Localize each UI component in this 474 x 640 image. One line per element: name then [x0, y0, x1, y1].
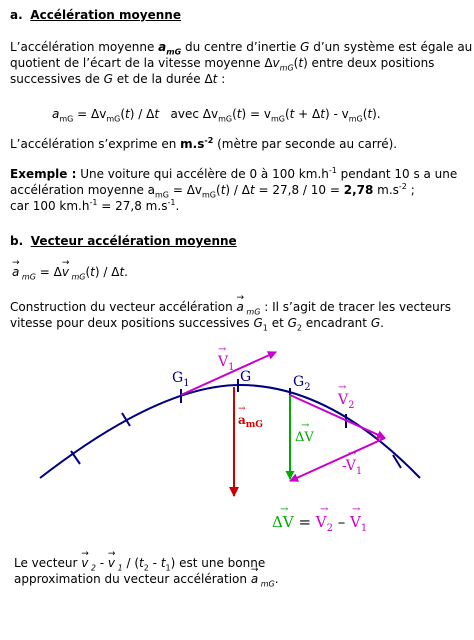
section-b-marker: b. — [10, 234, 24, 248]
section-b-heading — [10, 234, 237, 249]
svg-text:→: → — [280, 504, 289, 515]
construction-line-2: vitesse pour deux positions successives $G_1$ et $G_2$ encadrant G. — [10, 316, 384, 333]
example-line-1: Exemple : Une voiture qui accélère de 0 à 100 $km.h^{-1}$ pendant 10 s a une — [10, 166, 458, 181]
svg-text:→: → — [301, 420, 310, 431]
label-v1: $V_1$ — [218, 354, 235, 373]
label-a-mg: $a_{mG}$ — [238, 413, 263, 430]
formula-average-acceleration: $a_{mG} = \Delta v_{mG}(t) / \Delta t$ avec $\Delta v_{mG}(t) = v_{mG}(t + \Delta t) - v_{mG}(t)$. — [52, 107, 381, 124]
label-g: G — [240, 369, 252, 385]
vector-v1 — [181, 352, 276, 395]
svg-text:→: → — [320, 504, 329, 515]
vector-formula: → a $_{mG}$ = Δ→ v $_{mG}$(t) / Δt. — [12, 265, 128, 280]
example-line-3: car 100 $km.h^{-1} = 27,8$ $m.s^{-1}$. — [10, 198, 180, 213]
example-line-2: accélération moyenne $a_{mG} = \Delta v_{mG}(t) / \Delta t = 27,8 / 10 = 2,78$ $m.s^{-2}$ ; — [10, 182, 415, 200]
paragraph-definition-line-1: L’accélération moyenne $a_{mG}$ du centre d’inertie G d’un système est égale au — [10, 40, 473, 57]
section-b-title: Vecteur accélération moyenne — [30, 234, 237, 248]
unit-sentence: L’accélération s’exprime en $m.s^{-2}$ (mètre par seconde au carré). — [10, 136, 398, 151]
trajectory-curve — [40, 385, 420, 478]
paragraph-definition-line-2: quotient de l’écart de la vitesse moyenne $\Delta v_{mG}(t)$ entre deux positions — [10, 56, 435, 73]
svg-text:→: → — [218, 344, 227, 355]
section-a-marker: a. — [10, 8, 23, 22]
section-a-heading — [10, 8, 181, 23]
svg-text:→: → — [352, 504, 361, 515]
paragraph-definition-line-3: successives de G et de la durée Δt : — [10, 72, 226, 86]
label-delta-v: ΔV — [295, 430, 314, 445]
label-g1: $G_1$ — [172, 370, 190, 389]
label-v2: $V_2$ — [338, 392, 355, 411]
conclusion-line-2: approximation du vecteur accélération → a $_{mG}$. — [14, 572, 279, 587]
construction-line-1: Construction du vecteur accélération → a $_{mG}$ : Il s’agit de tracer les vecteurs — [10, 300, 451, 315]
label-g2: $G_2$ — [293, 374, 311, 393]
svg-text:→: → — [348, 448, 357, 459]
relation-delta-v: $\Delta V = V_2 - V_1$ — [272, 513, 368, 534]
section-a-title: Accélération moyenne — [30, 8, 181, 22]
label-minus-v1: $-V_1$ — [342, 458, 363, 477]
conclusion-line-1: Le vecteur → v $_2$ - → v $_1 / (t_2 - t_1)$ est une bonne — [14, 556, 265, 571]
acceleration-vector-diagram — [0, 340, 474, 540]
svg-text:→: → — [238, 404, 246, 414]
svg-text:→: → — [338, 382, 347, 393]
